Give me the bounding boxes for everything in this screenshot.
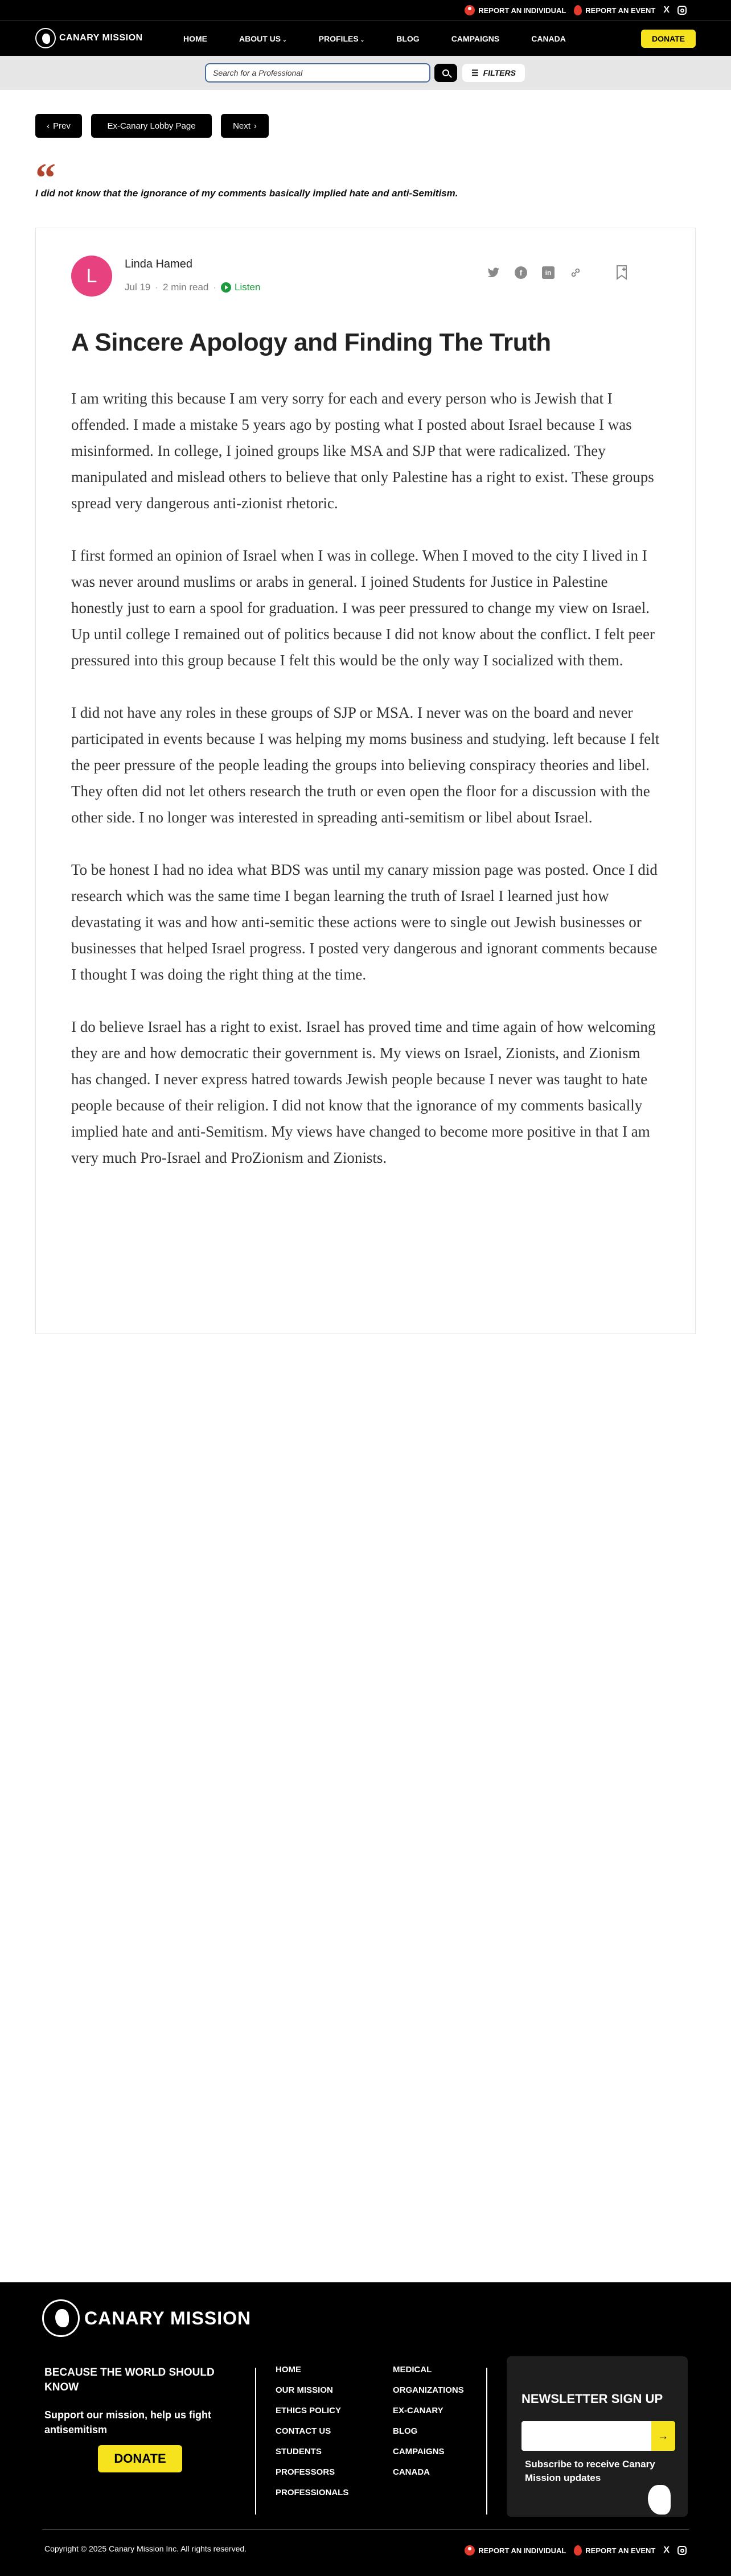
footer-link-ex-canary[interactable]: EX-CANARY: [393, 2406, 443, 2415]
footer-links-col-1: [276, 2360, 348, 2503]
person-alert-icon: [465, 5, 475, 15]
footer-link-organizations[interactable]: ORGANIZATIONS: [393, 2385, 464, 2395]
instagram-icon[interactable]: [677, 2546, 687, 2555]
x-social-icon[interactable]: X: [663, 5, 670, 15]
author-name[interactable]: Linda Hamed: [125, 258, 192, 270]
chevron-left-icon: ‹: [47, 121, 50, 131]
copyright-text: Copyright © 2025 Canary Mission Inc. All rights reserved.: [44, 2544, 247, 2553]
footer-logo-text: CANARY MISSION: [84, 2307, 252, 2328]
article-title: A Sincere Apology and Finding The Truth: [71, 328, 551, 356]
footer-links-col-2: [393, 2360, 464, 2483]
top-utility-links: [465, 0, 687, 20]
footer-link-home[interactable]: HOME: [276, 2365, 301, 2375]
search-button[interactable]: [434, 64, 457, 82]
chevron-down-icon: ⌄: [282, 37, 287, 43]
footer-link-medical[interactable]: MEDICAL: [393, 2365, 432, 2375]
read-time: 2 min read: [163, 282, 209, 293]
canary-bird-icon: [648, 2485, 671, 2515]
footer-divider: [255, 2368, 256, 2515]
article-paragraph: I first formed an opinion of Israel when I was in college. When I moved to the city I lived in I was never around muslims or arabs in general. I joined Students for Justice in Palestine honestly just to earn a spool for graduation. I was peer pressured to change my view on Israel. Up until college I remained out of politics because I did not know about the conflict. I felt peer pressured into this group because I felt this would be the only way I socialized with them.: [71, 547, 655, 669]
linkedin-share-icon[interactable]: in: [541, 266, 555, 279]
footer-link-blog[interactable]: BLOG: [393, 2426, 418, 2436]
bookmark-icon[interactable]: [615, 265, 628, 281]
footer-link-ethics-policy[interactable]: ETHICS POLICY: [276, 2406, 342, 2415]
filters-button[interactable]: [462, 64, 525, 82]
filter-sliders-icon: ☰: [471, 68, 479, 77]
footer-link-campaigns[interactable]: CAMPAIGNS: [393, 2447, 445, 2456]
footer-link-our-mission[interactable]: OUR MISSION: [276, 2385, 333, 2395]
nav-item-canada[interactable]: CANADA: [531, 34, 566, 43]
play-icon: [221, 282, 231, 293]
nav-item-about-us[interactable]: [239, 34, 287, 43]
nav-menu: [183, 21, 598, 56]
footer-logo[interactable]: [42, 2299, 251, 2337]
chevron-down-icon: ⌄: [360, 37, 365, 43]
nav-item-home[interactable]: HOME: [183, 34, 207, 43]
chevron-right-icon: ›: [253, 121, 257, 131]
article-paragraph: I do believe Israel has a right to exist. Israel has proved time and time again of how welcoming they are and how democratic their government is. My views on Israel, Zionists, and Zionism has changed. I never express hatred towards Jewish people because I never was taught to hate people because of their religion. I did not know that the ignorance of my comments basically implied hate and anti-Semitism. My views have changed to become more positive in that I am very much Pro-Israel and ProZionism and Zionists.: [71, 1018, 656, 1166]
article-card: [35, 228, 696, 1334]
nav-item-blog[interactable]: BLOG: [396, 34, 420, 43]
main-nav: [0, 20, 731, 56]
article-paragraph: I did not have any roles in these groups of SJP or MSA. I never was on the board and never participated in events because I was helping my moms business and studying. left because I felt the peer pressure of the people leading the groups into believing conspiracy theories and libel. They often did not let others research the truth or even open the floor for a discussion with the other side. I no longer was interested in spreading anti-semitism or libel about Israel.: [71, 704, 660, 826]
listen-button[interactable]: [221, 282, 260, 293]
newsletter-signup: [507, 2356, 688, 2517]
article-meta: [125, 282, 260, 293]
filters-label: FILTERS: [483, 68, 516, 77]
footer-bottom-divider: [42, 2529, 689, 2530]
report-individual-link[interactable]: [465, 5, 566, 15]
share-buttons: [487, 266, 582, 279]
canary-logo-icon: [35, 28, 56, 48]
twitter-share-icon[interactable]: [487, 266, 500, 279]
arrow-right-icon: →: [658, 2430, 668, 2442]
report-event-link[interactable]: [574, 5, 655, 15]
publish-date: Jul 19: [125, 282, 151, 293]
footer-report-event-label: REPORT AN EVENT: [585, 2546, 656, 2555]
newsletter-email-input[interactable]: [521, 2421, 651, 2451]
search-icon: [442, 69, 449, 76]
footer-report-individual-link[interactable]: [465, 2545, 566, 2556]
meta-separator: ·: [155, 282, 159, 293]
newsletter-note: Subscribe to receive Canary Mission updates: [525, 2459, 655, 2483]
article-paragraph: I am writing this because I am very sorry for each and every person who is Jewish that I offended. I made a mistake 5 years ago by posting what I posted about Israel because I was misinformed. In college, I joined groups like MSA and SJP that were radicalized. They manipulated and mislead others to believe that only Palestine has a right to exist. These groups spread very dangerous anti-zionist rhetoric.: [71, 390, 654, 512]
footer-link-professionals[interactable]: PROFESSIONALS: [276, 2488, 349, 2497]
prev-label: Prev: [53, 121, 71, 131]
report-event-label: REPORT AN EVENT: [585, 6, 656, 15]
search-bar-strip: [0, 56, 731, 90]
nav-item-profiles[interactable]: [319, 34, 365, 43]
meta-separator: ·: [213, 282, 217, 293]
copy-link-icon[interactable]: [569, 266, 582, 279]
newsletter-title: NEWSLETTER SIGN UP: [521, 2392, 663, 2406]
flame-icon: [574, 5, 582, 15]
next-button[interactable]: [221, 114, 269, 138]
article-body: [71, 385, 663, 1197]
newsletter-submit-button[interactable]: [651, 2421, 675, 2451]
footer-donate-button[interactable]: DONATE: [98, 2445, 182, 2472]
search-input[interactable]: Search for a Professional: [205, 63, 430, 83]
footer-link-professors[interactable]: PROFESSORS: [276, 2467, 335, 2477]
donate-button[interactable]: DONATE: [641, 30, 696, 48]
x-social-icon[interactable]: X: [663, 2545, 670, 2555]
site-logo[interactable]: [35, 28, 143, 48]
footer-support-text: Support our mission, help us fight antisemitism: [44, 2409, 211, 2435]
report-individual-label: REPORT AN INDIVIDUAL: [478, 6, 566, 15]
flame-icon: [574, 2545, 582, 2556]
avatar[interactable]: L: [71, 256, 112, 297]
pull-quote: I did not know that the ignorance of my comments basically implied hate and anti-Semitism.: [35, 188, 458, 199]
footer-tagline: BECAUSE THE WORLD SHOULD KNOW: [44, 2367, 215, 2393]
footer-report-event-link[interactable]: [574, 2545, 655, 2556]
person-alert-icon: [465, 2545, 475, 2556]
quote-mark-icon: “: [35, 161, 56, 183]
logo-text: CANARY MISSION: [59, 33, 143, 43]
footer-divider: [486, 2368, 487, 2515]
listen-label: Listen: [235, 282, 261, 293]
top-utility-bar: [0, 0, 731, 20]
instagram-icon[interactable]: [677, 6, 687, 15]
footer-bottom-links: [465, 2545, 687, 2556]
canary-logo-icon: [42, 2299, 80, 2337]
nav-item-profiles-label: PROFILES: [318, 34, 359, 43]
facebook-share-icon[interactable]: f: [514, 266, 528, 279]
nav-item-campaigns[interactable]: CAMPAIGNS: [451, 34, 500, 43]
lobby-page-button[interactable]: Ex-Canary Lobby Page: [91, 114, 212, 138]
footer-report-individual-label: REPORT AN INDIVIDUAL: [478, 2546, 566, 2555]
footer-link-canada[interactable]: CANADA: [393, 2467, 430, 2477]
footer-link-contact-us[interactable]: CONTACT US: [276, 2426, 331, 2436]
nav-item-about-us-label: ABOUT US: [239, 34, 281, 43]
next-label: Next: [233, 121, 250, 131]
prev-button[interactable]: [35, 114, 82, 138]
site-footer: [0, 2282, 731, 2576]
footer-link-students[interactable]: STUDENTS: [276, 2447, 322, 2456]
article-paragraph: To be honest I had no idea what BDS was until my canary mission page was posted. Once I did research which was the same time I began learning the truth of Israel I learned just how devastating it was and how anti-semitic these actions were to single out Jewish businesses or businesses that helped Israel progress. I posted very dangerous and ignorant comments because I thought I was doing the right thing at the time.: [71, 861, 658, 983]
